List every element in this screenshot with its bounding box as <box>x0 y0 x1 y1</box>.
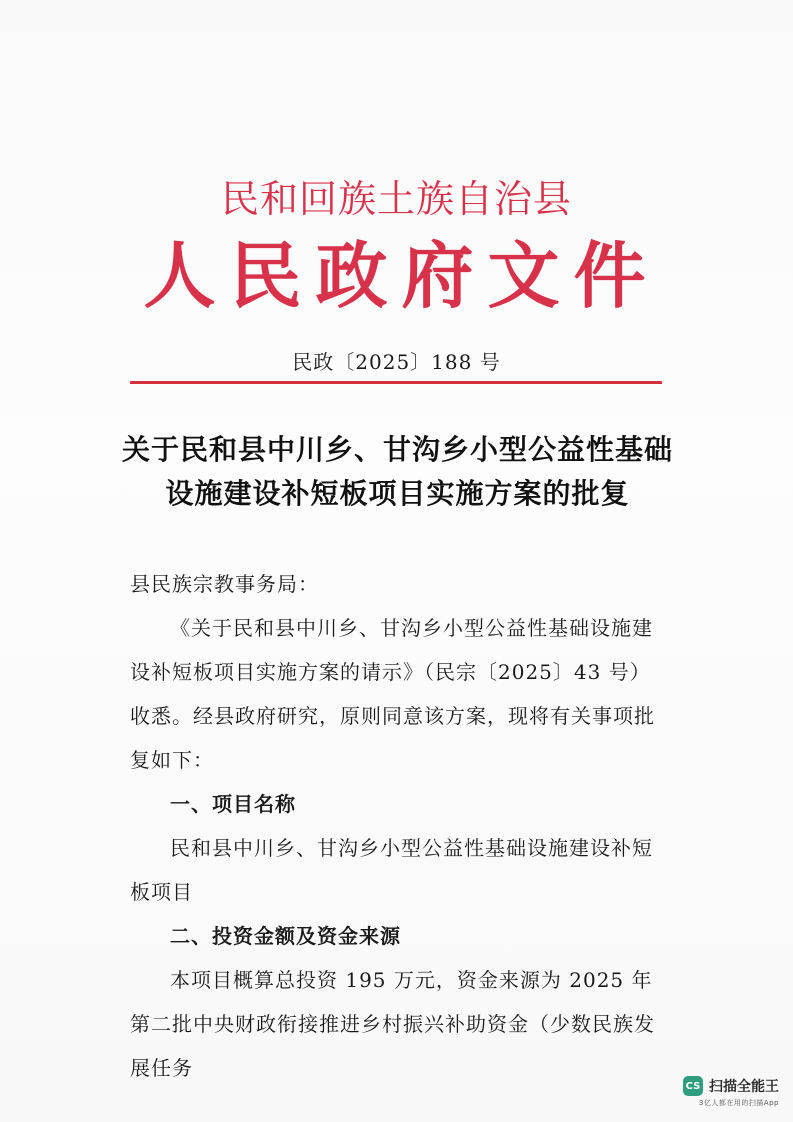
body-paragraph: 本项目概算总投资 195 万元，资金来源为 2025 年第二批中央财政衔接推进乡村振兴补助资金（少数民族发展任务 <box>130 968 655 1080</box>
body-paragraph: 民和县中川乡、甘沟乡小型公益性基础设施建设补短板项目 <box>130 836 653 904</box>
watermark-brand-name: 扫描全能王 <box>709 1079 779 1095</box>
document-title <box>110 428 685 516</box>
body-paragraph: 《关于民和县中川乡、甘沟乡小型公益性基础设施建设补短板项目实施方案的请示》（民宗〔2025〕43 号）收悉。经县政府研究，原则同意该方案，现将有关事项批复如下： <box>130 616 655 772</box>
title-line-2: 设施建设补短板项目实施方案的批复 <box>165 477 630 510</box>
issuer-name: 民和回族土族自治县 <box>220 177 572 221</box>
title-line-1: 关于民和县中川乡、甘沟乡小型公益性基础 <box>121 433 673 466</box>
watermark-brand-row <box>683 1076 779 1096</box>
document-type-header: 人民政府文件 <box>143 233 660 318</box>
addressee: 县民族宗教事务局： <box>130 572 319 596</box>
document-body <box>130 562 670 1090</box>
red-separator-line <box>130 381 662 384</box>
section-heading: 一、项目名称 <box>170 792 296 816</box>
camscanner-logo-icon: CS <box>683 1076 703 1096</box>
watermark-slogan: 3亿人都在用的扫描App <box>698 1099 779 1107</box>
document-number: 民政〔2025〕188 号 <box>292 350 501 374</box>
scanner-watermark <box>683 1076 779 1108</box>
section-heading: 二、投资金额及资金来源 <box>170 924 401 948</box>
